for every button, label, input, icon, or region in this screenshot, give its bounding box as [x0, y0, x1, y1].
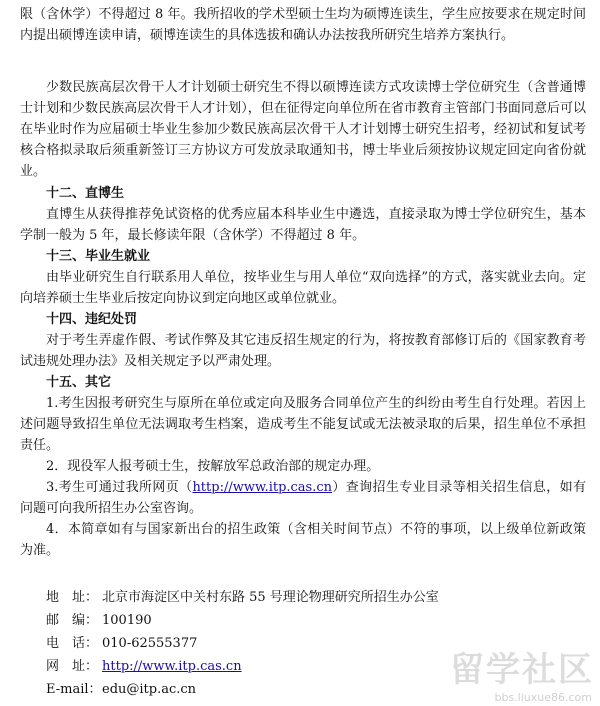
address-label: 地 址： [46, 590, 99, 605]
section-heading-12: 十二、直博生 [46, 186, 125, 201]
paragraph-section-13: 由毕业研究生自行联系用人单位，按毕业生与用人单位“双向选择”的方式，落实就业去向。定向培养硕士生毕业后按定向协议到定向地区或单位就业。 [20, 270, 586, 306]
paragraph-section-14: 对于考生弄虚作假、考试作弊及其它违反招生规定的行为，将按教育部修订后的《国家教育考试违规处理办法》及相关规定予以严肃处理。 [20, 333, 586, 369]
item-3-text-after: ）查询招生专业目录等相关招生信息，如有问题可向我所招生办公室咨询。 [20, 480, 586, 516]
address-value: 北京市海淀区中关村东路 55 号理论物理研究所招生办公室 [102, 590, 439, 605]
phone-label: 电 话： [46, 636, 99, 651]
contact-email [46, 678, 196, 701]
watermark-logo [444, 642, 594, 704]
contact-website [46, 655, 242, 678]
watermark-url: bbs.liuxue86.com [494, 691, 592, 704]
watermark-brand: 留学社区 [450, 650, 594, 690]
contact-postcode [46, 609, 152, 632]
paragraph-section-12: 直博生从获得推荐免试资格的优秀应届本科毕业生中遴选，直接录取为博士学位研究生，基本学制一般为 5 年，最长修读年限（含休学）不得超过 8 年。 [20, 207, 586, 243]
website-link-inline[interactable]: http://www.itp.cas.cn [192, 480, 333, 495]
section-heading-15: 十五、其它 [46, 375, 112, 390]
postcode-value: 100190 [102, 613, 152, 628]
paragraph-section-15-item-1: 1.考生因报考研究生与原所在单位或定向及服务合同单位产生的纠纷由考生自行处理。若因上述问题导致招生单位无法调取考生档案，造成考生不能复试或无法被录取的后果，招生单位不承担责任。 [20, 396, 586, 453]
paragraph-section-15-item-2: 2．现役军人报考硕士生，按解放军总政治部的规定办理。 [46, 459, 380, 474]
contact-phone [46, 632, 197, 655]
email-label: E-mail： [46, 682, 102, 697]
website-label: 网 址： [46, 659, 99, 674]
paragraph-continuation: 限（含休学）不得超过 8 年。我所招收的学术型硕士生均为硕博连读生，学生应按要求在规定时间内提出硕博连读申请，硕博连读生的具体选拔和确认办法按我所研究生培养方案执行。 [20, 7, 586, 43]
paragraph-minority-plan: 少数民族高层次骨干人才计划硕士研究生不得以硕博连读方式攻读博士学位研究生（含普通博士计划和少数民族高层次骨干人才计划），但在征得定向单位所在省市教育主管部门书面同意后可以在毕业时作为应届硕士毕业生参加少数民族高层次骨干人才计划博士研究生招考，经初试和复试考核合格拟录取后须重新签订三方协议方可发放录取通知书，博士毕业后须按协议规定回定向省份就业。 [20, 80, 586, 179]
paragraph-section-15-item-3 [20, 477, 586, 519]
phone-value: 010-62555377 [102, 636, 198, 651]
website-link[interactable]: http://www.itp.cas.cn [102, 659, 242, 674]
postcode-label: 邮 编： [46, 613, 99, 628]
email-value: edu@itp.ac.cn [102, 682, 197, 697]
item-3-text-before: 3.考生可通过我所网页（ [46, 480, 193, 495]
paragraph-section-15-item-4: 4．本简章如有与国家新出台的招生政策（含相关时间节点）不符的事项，以上级单位新政策为准。 [20, 522, 586, 558]
section-heading-13: 十三、毕业生就业 [46, 249, 151, 264]
section-heading-14: 十四、违纪处罚 [46, 312, 138, 327]
contact-address [46, 586, 439, 609]
